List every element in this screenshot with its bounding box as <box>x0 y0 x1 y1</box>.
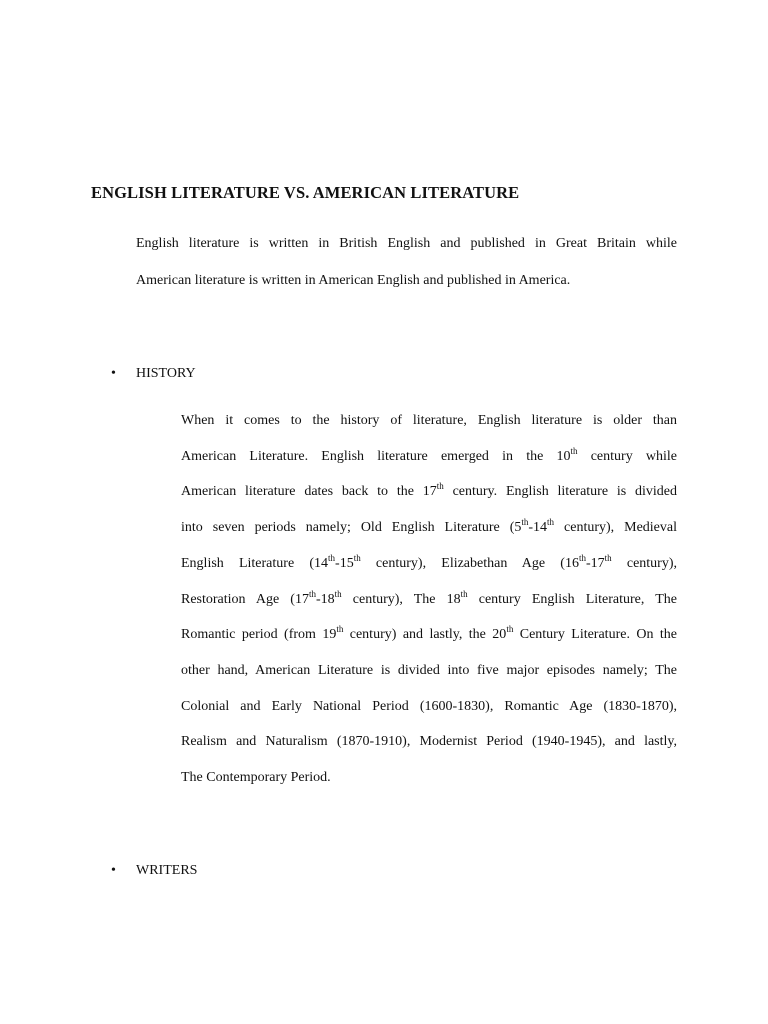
section-heading-writers <box>111 863 197 879</box>
text-run: other hand, American Literature is divided into five major episodes namely; The <box>181 662 677 678</box>
intro-line: English literature is written in British English and published in Great Britain while <box>136 236 677 251</box>
text-run: century), Medieval <box>554 520 678 536</box>
superscript-text: th <box>460 588 468 599</box>
paragraph-line <box>181 626 677 644</box>
superscript-text: th <box>521 517 529 528</box>
text-run: English Literature (14 <box>181 555 329 571</box>
superscript-text: th <box>436 481 444 492</box>
text-run: The Contemporary Period. <box>181 770 331 785</box>
text-run: When it comes to the history of literature, English literature is older than <box>181 413 677 428</box>
text-run: -15 <box>335 555 354 571</box>
superscript-text: th <box>353 552 361 563</box>
superscript-text: th <box>308 588 316 599</box>
text-run: century), Elizabethan Age (16 <box>360 555 579 571</box>
section-heading-label: WRITERS <box>136 863 198 878</box>
section-heading-label: HISTORY <box>136 366 196 381</box>
paragraph-line <box>181 412 677 430</box>
superscript-text: th <box>506 624 514 635</box>
text-run: century) and lastly, the 20 <box>343 627 507 643</box>
text-run: into seven periods namely; Old English Literature (5 <box>181 520 522 536</box>
paragraph-line <box>181 483 677 501</box>
document-title: ENGLISH LITERATURE VS. AMERICAN LITERATURE <box>91 183 520 202</box>
text-run: -18 <box>315 591 335 607</box>
text-run: century), The 18 <box>341 591 461 607</box>
text-run: American Literature. English literature emerged in the 10 <box>181 448 571 464</box>
paragraph-line <box>181 588 677 609</box>
superscript-text: th <box>578 552 586 563</box>
text-run: -14 <box>528 520 548 536</box>
paragraph-line <box>181 662 677 680</box>
paragraph-line <box>181 445 677 466</box>
text-run: Realism and Naturalism (1870-1910), Modernist Period (1940-1945), and lastly, <box>181 734 677 750</box>
paragraph-line <box>181 552 677 573</box>
text-run: American literature dates back to the 17 <box>181 484 437 500</box>
superscript-text: th <box>328 552 336 563</box>
text-run: century), <box>611 555 677 571</box>
text-run: century. English literature is divided <box>443 484 677 500</box>
text-run: Colonial and Early National Period (1600-1830), Romantic Age (1830-1870), <box>181 698 677 714</box>
text-run: Century Literature. On the <box>513 627 677 643</box>
intro-line: American literature is written in American English and published in America. <box>136 273 571 288</box>
text-run: -17 <box>585 555 605 571</box>
superscript-text: th <box>547 517 555 528</box>
superscript-text: th <box>336 624 344 635</box>
bullet-icon: • <box>111 366 116 381</box>
superscript-text: th <box>334 588 342 599</box>
bullet-icon: • <box>111 863 116 878</box>
text-run: century while <box>577 448 677 464</box>
section-heading-history <box>111 366 196 382</box>
paragraph-line <box>181 519 677 537</box>
text-run: century English Literature, The <box>467 591 677 607</box>
paragraph-line <box>181 698 677 716</box>
text-run: Romantic period (from 19 <box>181 627 337 643</box>
text-run: Restoration Age (17 <box>181 591 309 607</box>
paragraph-line <box>181 769 677 787</box>
paragraph-line <box>181 733 677 751</box>
superscript-text: th <box>570 445 578 456</box>
superscript-text: th <box>604 552 612 563</box>
